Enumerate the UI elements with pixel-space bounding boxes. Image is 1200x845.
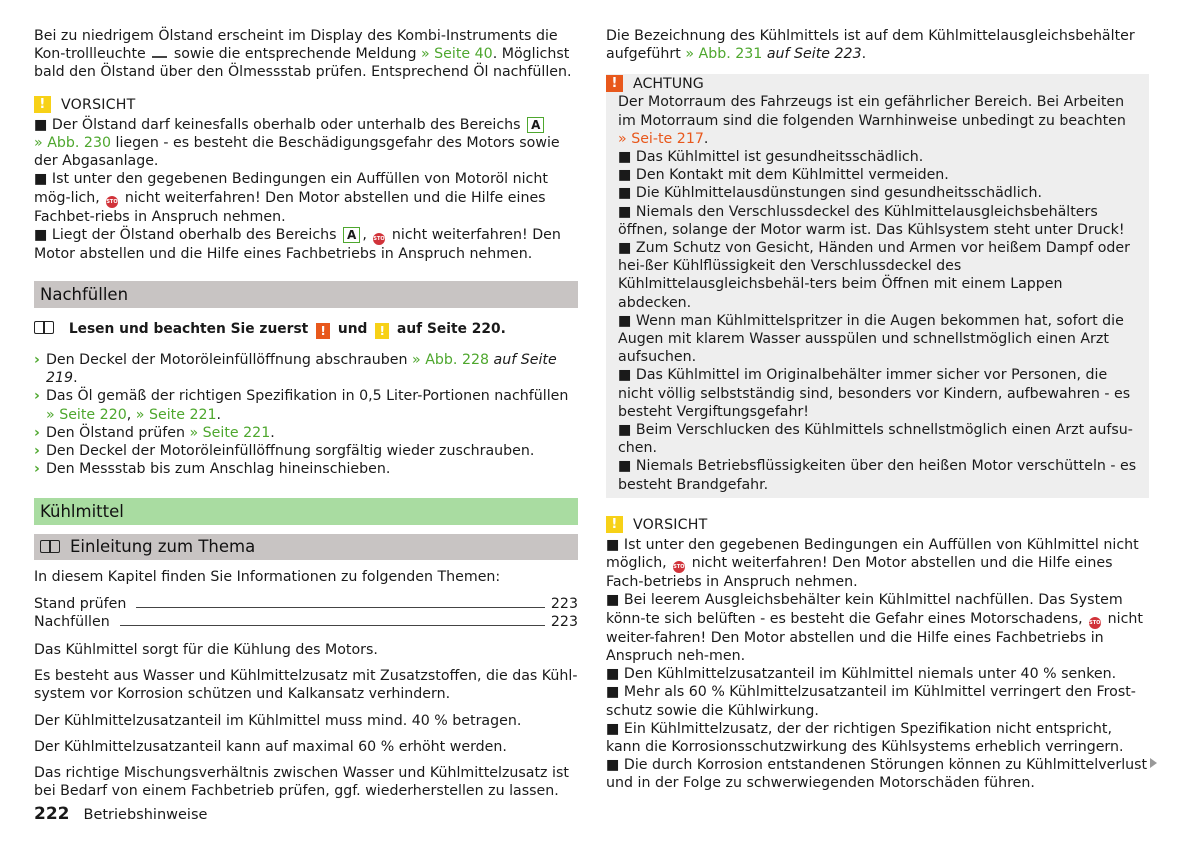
achtung-item: ■ Die Kühlmittelausdünstungen sind gesundheitsschädlich. [618, 185, 1042, 202]
caution-icon: ! [606, 516, 623, 533]
chevron-right-icon: › [34, 352, 40, 369]
vorsicht-bullet-3: ■ Liegt der Ölstand oberhalb des Bereichs A , STOP nicht weiterfahren! Den Motor abstellen und die Hilfe eines Fachbetriebs in Anspruch nehmen. [34, 226, 561, 262]
achtung-item: ■ Beim Verschlucken des Kühlmittels schnellstmöglich einen Arzt aufsu-chen. [618, 422, 1133, 457]
achtung-item: ■ Den Kontakt mit dem Kühlmittel vermeiden. [618, 167, 949, 184]
range-a-label: A [527, 117, 544, 133]
read-first-note: Lesen und beachten Sie zuerst ! und ! auf Seite 220. [34, 320, 578, 339]
toc-row[interactable]: Stand prüfen 223 [34, 595, 578, 612]
step-item: › Den Deckel der Motoröleinfüllöffnung sorgfältig wieder zuschrauben. [34, 443, 535, 460]
book-icon [40, 540, 60, 553]
page-number: 222 [34, 804, 70, 824]
subsection-einleitung-heading: Einleitung zum Thema [34, 534, 578, 560]
link-page-221[interactable]: » Seite 221 [135, 406, 217, 423]
refill-steps [34, 351, 578, 478]
link-abb-231[interactable]: » Abb. 231 [685, 46, 763, 63]
vorsicht-header: ! VORSICHT [606, 516, 1149, 534]
oil-warning-lamp-icon [152, 48, 167, 58]
step-item: › Das Öl gemäß der richtigen Spezifikation in 0,5 Liter-Portionen nachfüllen » Seite 220, » Seite 221. [34, 388, 569, 423]
book-icon [34, 321, 54, 334]
paragraph: Der Kühlmittelzusatzanteil kann auf maximal 60 % erhöht werden. [34, 738, 507, 755]
link-page-220[interactable]: » Seite 220 [46, 406, 127, 423]
chevron-right-icon: › [34, 443, 40, 460]
link-page-40[interactable]: » Seite 40 [420, 46, 493, 63]
vorsicht-header: ! VORSICHT [34, 96, 578, 114]
vorsicht-box-oil [34, 96, 578, 263]
vorsicht-bullet: ■ Den Kühlmittelzusatzanteil im Kühlmittel niemals unter 40 % senken. [606, 666, 1117, 683]
toc [34, 595, 578, 631]
coolant-designation-intro: Die Bezeichnung des Kühlmittels ist auf dem Kühlmittelausgleichsbehälter aufgeführt » Abb. 231 auf Seite 223. [606, 28, 1135, 63]
range-a-label: A [343, 227, 360, 243]
stop-icon: STOP [373, 233, 385, 245]
vorsicht-bullet-2: ■ Ist unter den gegebenen Bedingungen ein Auffüllen von Motoröl nicht mög-lich, STOP nicht weiterfahren! Den Motor abstellen und die Hilfe eines Fachbet-riebs in Anspruch nehmen. [34, 171, 548, 225]
achtung-item: ■ Niemals den Verschlussdeckel des Kühlmittelausgleichsbehälters öffnen, solange der Motor warm ist. Das Kühlsystem steht unter Druck! [618, 203, 1125, 238]
stop-icon: STOP [106, 196, 118, 208]
chevron-right-icon: › [34, 424, 40, 441]
achtung-item: ■ Das Kühlmittel ist gesundheitsschädlich. [618, 149, 924, 166]
warning-icon: ! [316, 323, 330, 339]
chapter-intro: In diesem Kapitel finden Sie Informationen zu folgenden Themen: [34, 569, 501, 586]
vorsicht-bullet: ■ Bei leerem Ausgleichsbehälter kein Kühlmittel nachfüllen. Das System könn-te sich belüften - es besteht die Gefahr eines Motorschadens, STOP nicht weiter-fahren! Den Motor abstellen und die Hilfe eines Fachbetriebs in Anspruch neh-men. [606, 592, 1143, 664]
link-page-217[interactable]: » Sei-te 217 [618, 130, 704, 147]
right-column [606, 27, 1149, 793]
paragraph: Das richtige Mischungsverhältnis zwischen Wasser und Kühlmittelzusatz ist bei Bedarf von einem Fachbetrieb prüfen, ggf. wiederherstellen zu lassen. [34, 765, 569, 800]
link-abb-230[interactable]: » Abb. 230 [34, 135, 112, 152]
vorsicht-bullet: ■ Ist unter den gegebenen Bedingungen ein Auffüllen von Kühlmittel nicht möglich, STOP nicht weiterfahren! Den Motor abstellen und die Hilfe eines Fach-betriebs in Anspruch nehmen. [606, 537, 1139, 591]
achtung-item: ■ Niemals Betriebsflüssigkeiten über den heißen Motor verschütteln - es besteht Brandgefahr. [618, 458, 1137, 493]
toc-row[interactable]: Nachfüllen 223 [34, 613, 578, 630]
paragraph: Es besteht aus Wasser und Kühlmittelzusatz mit Zusatzstoffen, die das Kühl-system vor Korrosion schützen und Kalkansatz verhindern. [34, 668, 578, 703]
chevron-right-icon: › [34, 461, 40, 478]
oil-level-intro: Bei zu niedrigem Ölstand erscheint im Display des Kombi-Instruments die Kon-trollleuchte sowie die entsprechende Meldung » Seite 40. Möglichst bald den Ölstand über den Ölmessstab prüfen. Entsprechend Öl nachfüllen. [34, 28, 572, 81]
warning-icon: ! [606, 75, 623, 92]
stop-icon: STOP [1089, 617, 1101, 629]
achtung-item: ■ Zum Schutz von Gesicht, Händen und Armen vor heißem Dampf oder hei-ßer Kühlflüssigkeit den Verschlussdeckel des Kühlmittelausgleichsbehäl-ters beim Öffnen mit einem Lappen abdecken. [618, 240, 1130, 311]
achtung-item: ■ Das Kühlmittel im Originalbehälter immer sicher vor Personen, die nicht völlig selbstständig sind, besonders vor Kindern, aufbewahren - es besteht Vergiftungsgefahr! [618, 367, 1131, 420]
section-kuehlmittel-heading: Kühlmittel [34, 498, 578, 525]
paragraph: Das Kühlmittel sorgt für die Kühlung des Motors. [34, 642, 378, 659]
achtung-item: ■ Wenn man Kühlmittelspritzer in die Augen bekommen hat, sofort die Augen mit klarem Wasser ausspülen und schnellstmöglich einen Arzt aufsuchen. [618, 312, 1124, 366]
page-footer [34, 805, 207, 824]
step-item: › Den Deckel der Motoröleinfüllöffnung abschrauben » Abb. 228 auf Seite 219. [34, 352, 557, 387]
footer-section-title: Betriebshinweise [83, 807, 208, 823]
achtung-box [606, 74, 1149, 497]
vorsicht-bullet-1: ■ Der Ölstand darf keinesfalls oberhalb oder unterhalb des Bereichs A » Abb. 230 liegen - es besteht die Beschädigungsgefahr des Motors sowie der Abgasanlage. [34, 116, 560, 170]
link-page-221[interactable]: » Seite 221 [189, 424, 271, 441]
vorsicht-bullet: ■ Mehr als 60 % Kühlmittelzusatzanteil im Kühlmittel verringert den Frost-schutz sowie die Kühlwirkung. [606, 684, 1136, 719]
caution-icon: ! [34, 96, 51, 113]
stop-icon: STOP [673, 561, 685, 573]
vorsicht-box-coolant [606, 516, 1149, 793]
vorsicht-bullet: ■ Ein Kühlmittelzusatz, der der richtigen Spezifikation nicht entspricht, kann die Korrosionsschutzwirkung des Kühlsystems erheblich verringern. [606, 720, 1124, 755]
paragraph: Der Kühlmittelzusatzanteil im Kühlmittel muss mind. 40 % betragen. [34, 712, 522, 729]
achtung-header: ! ACHTUNG [606, 74, 1149, 93]
achtung-lead: Der Motorraum des Fahrzeugs ist ein gefährlicher Bereich. Bei Arbeiten im Motorraum sind die folgenden Warnhinweise unbedingt zu beachten » Sei-te 217. [618, 94, 1126, 147]
step-item: › Den Messstab bis zum Anschlag hineinschieben. [34, 461, 391, 478]
vorsicht-bullet: ■ Die durch Korrosion entstandenen Störungen können zu Kühlmittelverlust und in der Folge zu schwerwiegenden Motorschäden führen. [606, 757, 1148, 792]
chevron-right-icon: › [34, 388, 40, 405]
step-item: › Den Ölstand prüfen » Seite 221. [34, 424, 275, 441]
section-nachfuellen-heading: Nachfüllen [34, 281, 578, 308]
link-abb-228[interactable]: » Abb. 228 [412, 352, 490, 369]
caution-icon: ! [375, 323, 389, 339]
left-column [34, 27, 578, 800]
next-page-arrow-icon[interactable] [1150, 758, 1157, 768]
